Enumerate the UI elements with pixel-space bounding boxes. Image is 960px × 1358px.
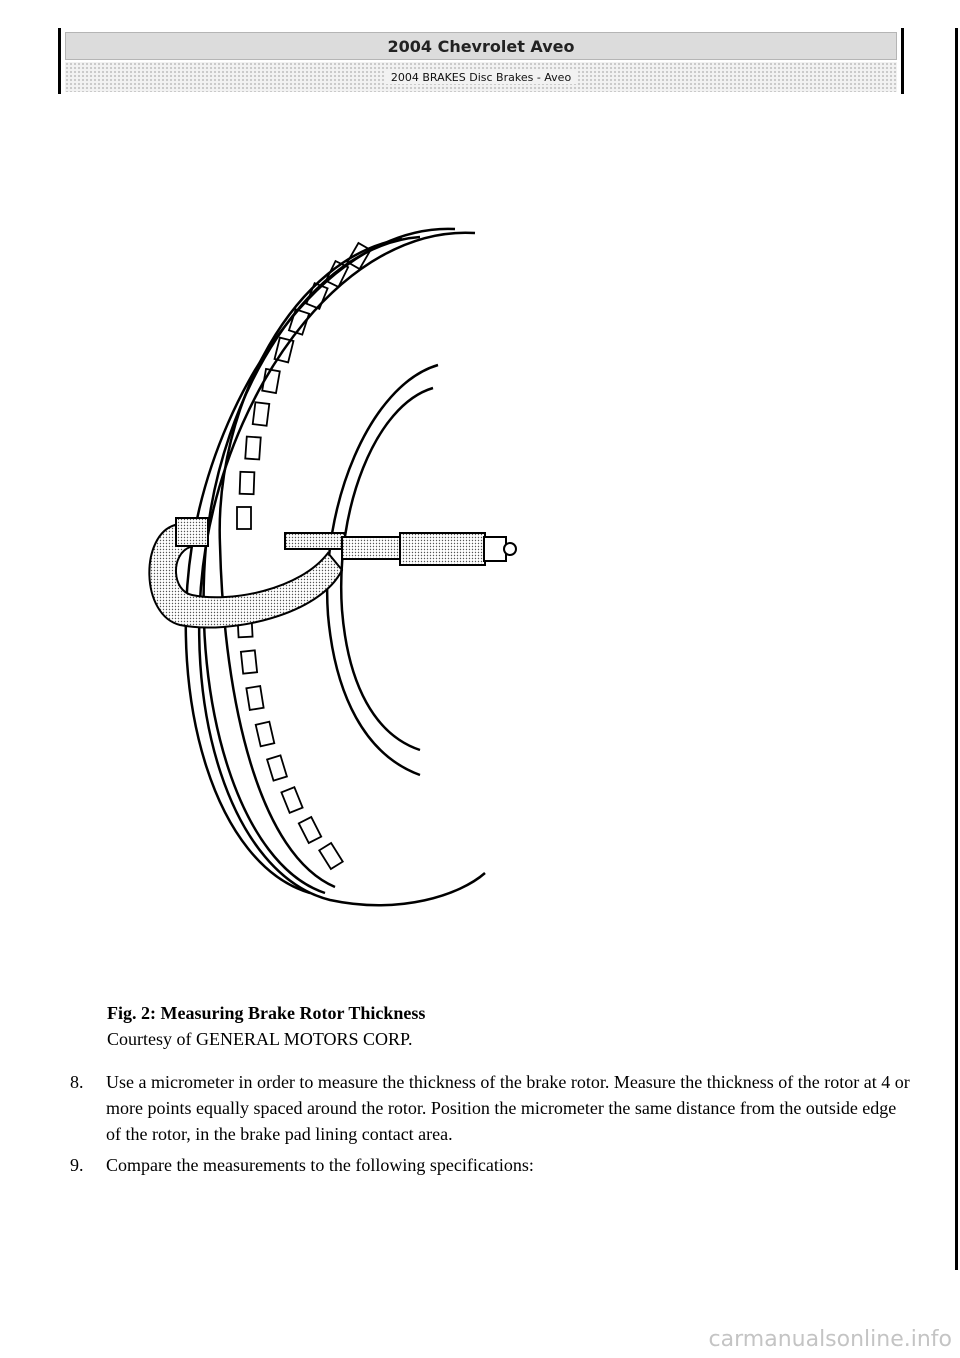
document-title: 2004 Chevrolet Aveo (65, 32, 897, 60)
rotor-hub-curve-outer (327, 365, 438, 775)
figure-title: Fig. 2: Measuring Brake Rotor Thickness (107, 1003, 426, 1023)
step-text: Compare the measurements to the following specifications: (106, 1155, 534, 1175)
micrometer-anvil (176, 518, 208, 546)
rotor-figure-svg (120, 215, 540, 915)
micrometer-barrel (342, 537, 402, 559)
brake-rotor-micrometer-illustration (120, 215, 540, 915)
step-number: 8. (70, 1072, 84, 1092)
step-9 (70, 1152, 910, 1178)
figure-caption (107, 1000, 425, 1052)
header-left-rule (58, 28, 61, 94)
site-watermark: carmanualsonline.info (708, 1327, 952, 1352)
page-header (58, 28, 904, 94)
header-right-rule (901, 28, 904, 94)
step-text: Use a micrometer in order to measure the thickness of the brake rotor. Measure the thickness of the rotor at 4 or more points equally spaced around the rotor. Position the micrometer the same distance from the outside edge of the rotor, in the brake pad lining contact area. (106, 1072, 910, 1144)
rotor-hub-curve-inner (341, 388, 433, 750)
step-number: 9. (70, 1155, 84, 1175)
rotor-rim-line-2 (204, 237, 420, 893)
step-8 (70, 1069, 910, 1147)
page-right-border (955, 28, 958, 1270)
rotor-rim-line-3 (220, 239, 402, 887)
figure-courtesy: Courtesy of GENERAL MOTORS CORP. (107, 1029, 413, 1049)
micrometer-thimble (400, 533, 485, 565)
document-subtitle (65, 62, 897, 92)
document-subtitle-text: 2004 BRAKES Disc Brakes - Aveo (385, 71, 577, 84)
micrometer-ratchet (484, 537, 506, 561)
procedure-steps (70, 1069, 910, 1183)
micrometer-spindle (285, 533, 345, 549)
